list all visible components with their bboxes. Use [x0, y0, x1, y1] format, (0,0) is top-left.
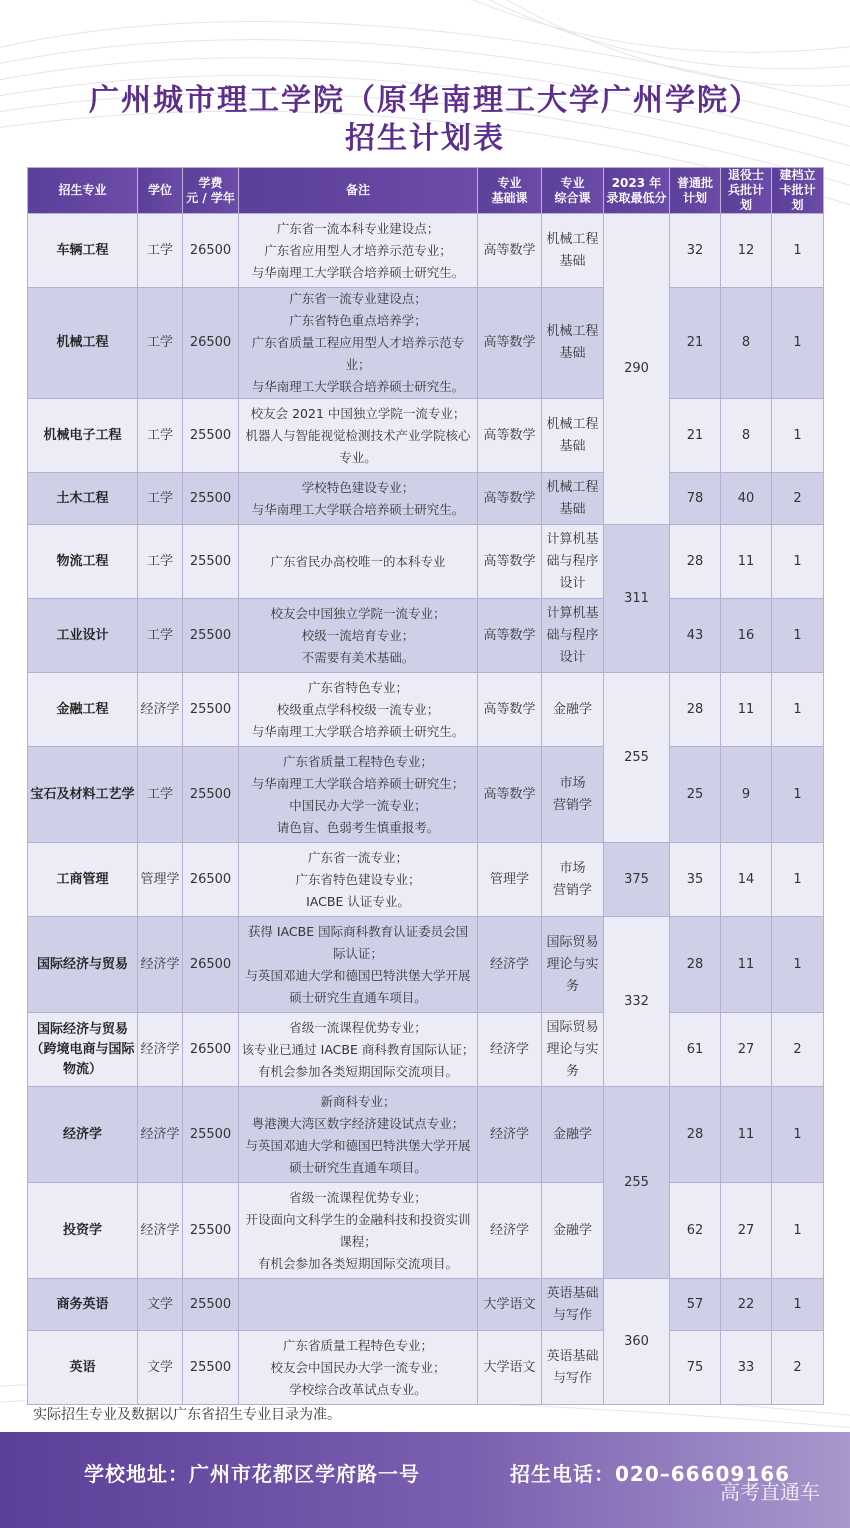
- header-registered-plan: 建档立 卡批计 划: [772, 168, 824, 214]
- table-row: [28, 473, 824, 525]
- fee-cell: 25500: [183, 473, 239, 525]
- regular-plan-cell: 57: [670, 1279, 721, 1331]
- degree-cell: 经济学: [138, 917, 183, 1013]
- comprehensive-course-cell: 国际贸易 理论与实 务: [542, 917, 604, 1013]
- registered-plan-cell: 1: [772, 917, 824, 1013]
- basic-course-cell: 大学语文: [478, 1279, 542, 1331]
- table-row: [28, 214, 824, 288]
- header-major: 招生专业: [28, 168, 138, 214]
- major-cell: 投资学: [28, 1183, 138, 1279]
- degree-cell: 经济学: [138, 673, 183, 747]
- comprehensive-course-cell: 机械工程 基础: [542, 214, 604, 288]
- header-fee: 学费 元 / 学年: [183, 168, 239, 214]
- veteran-plan-cell: 12: [721, 214, 772, 288]
- veteran-plan-cell: 33: [721, 1331, 772, 1405]
- table-row: [28, 1279, 824, 1331]
- veteran-plan-cell: 27: [721, 1183, 772, 1279]
- degree-cell: 工学: [138, 525, 183, 599]
- notes-cell: 广东省质量工程特色专业； 与华南理工大学联合培养硕士研究生； 中国民办大学一流专业； 请色盲、色弱考生慎重报考。: [239, 747, 478, 843]
- registered-plan-cell: 1: [772, 1087, 824, 1183]
- registered-plan-cell: 1: [772, 399, 824, 473]
- notes-cell: 新商科专业； 粤港澳大湾区数字经济建设试点专业； 与英国邓迪大学和德国巴特洪堡大学开展 硕士研究生直通车项目。: [239, 1087, 478, 1183]
- regular-plan-cell: 75: [670, 1331, 721, 1405]
- degree-cell: 经济学: [138, 1013, 183, 1087]
- basic-course-cell: 高等数学: [478, 399, 542, 473]
- basic-course-cell: 高等数学: [478, 473, 542, 525]
- fee-cell: 25500: [183, 673, 239, 747]
- degree-cell: 文学: [138, 1279, 183, 1331]
- notes-cell: 广东省特色专业； 校级重点学科校级一流专业； 与华南理工大学联合培养硕士研究生。: [239, 673, 478, 747]
- header-veteran-plan: 退役士 兵批计 划: [721, 168, 772, 214]
- min-score-cell: 332: [604, 917, 670, 1087]
- notes-cell: 省级一流课程优势专业； 该专业已通过 IACBE 商科教育国际认证； 有机会参加各类短期国际交流项目。: [239, 1013, 478, 1087]
- basic-course-cell: 高等数学: [478, 288, 542, 399]
- degree-cell: 工学: [138, 599, 183, 673]
- table-row: [28, 599, 824, 673]
- fee-cell: 25500: [183, 399, 239, 473]
- basic-course-cell: 经济学: [478, 1013, 542, 1087]
- registered-plan-cell: 1: [772, 525, 824, 599]
- basic-course-cell: 高等数学: [478, 673, 542, 747]
- degree-cell: 管理学: [138, 843, 183, 917]
- comprehensive-course-cell: 机械工程 基础: [542, 288, 604, 399]
- regular-plan-cell: 28: [670, 525, 721, 599]
- veteran-plan-cell: 22: [721, 1279, 772, 1331]
- major-cell: 英语: [28, 1331, 138, 1405]
- major-cell: 宝石及材料工艺学: [28, 747, 138, 843]
- table-body: [28, 214, 824, 1405]
- regular-plan-cell: 28: [670, 673, 721, 747]
- registered-plan-cell: 1: [772, 1279, 824, 1331]
- major-cell: 国际经济与贸易: [28, 917, 138, 1013]
- fee-cell: 25500: [183, 747, 239, 843]
- table-row: [28, 288, 824, 399]
- table-row: [28, 917, 824, 1013]
- basic-course-cell: 高等数学: [478, 599, 542, 673]
- table-row: [28, 1331, 824, 1405]
- comprehensive-course-cell: 计算机基 础与程序 设计: [542, 599, 604, 673]
- header-comprehensive-course: 专业 综合课: [542, 168, 604, 214]
- table-header-row: [28, 168, 824, 214]
- table-row: [28, 673, 824, 747]
- footnote: 实际招生专业及数据以广东省招生专业目录为准。: [33, 1407, 341, 1423]
- title-line-2: 招生计划表: [345, 121, 505, 156]
- header-degree: 学位: [138, 168, 183, 214]
- fee-cell: 25500: [183, 599, 239, 673]
- notes-cell: 广东省一流专业； 广东省特色建设专业； IACBE 认证专业。: [239, 843, 478, 917]
- degree-cell: 工学: [138, 747, 183, 843]
- header-notes: 备注: [239, 168, 478, 214]
- basic-course-cell: 经济学: [478, 1087, 542, 1183]
- regular-plan-cell: 28: [670, 1087, 721, 1183]
- table-row: [28, 1183, 824, 1279]
- notes-cell: 省级一流课程优势专业； 开设面向文科学生的金融科技和投资实训 课程； 有机会参加各类短期国际交流项目。: [239, 1183, 478, 1279]
- school-address: 学校地址：广州市花都区学府路一号: [84, 1462, 420, 1486]
- min-score-cell: 360: [604, 1279, 670, 1405]
- comprehensive-course-cell: 英语基础 与写作: [542, 1331, 604, 1405]
- notes-cell: 获得 IACBE 国际商科教育认证委员会国 际认证； 与英国邓迪大学和德国巴特洪堡大学开展 硕士研究生直通车项目。: [239, 917, 478, 1013]
- regular-plan-cell: 35: [670, 843, 721, 917]
- regular-plan-cell: 21: [670, 399, 721, 473]
- registered-plan-cell: 1: [772, 288, 824, 399]
- table-row: [28, 525, 824, 599]
- notes-cell: 广东省民办高校唯一的本科专业: [239, 525, 478, 599]
- footer-bar: [0, 1432, 850, 1528]
- degree-cell: 工学: [138, 473, 183, 525]
- fee-cell: 25500: [183, 1183, 239, 1279]
- table-row: [28, 747, 824, 843]
- header-min-score: 2023 年 录取最低分: [604, 168, 670, 214]
- comprehensive-course-cell: 机械工程 基础: [542, 399, 604, 473]
- major-cell: 物流工程: [28, 525, 138, 599]
- regular-plan-cell: 21: [670, 288, 721, 399]
- page-title: [0, 82, 850, 158]
- registered-plan-cell: 2: [772, 1013, 824, 1087]
- basic-course-cell: 管理学: [478, 843, 542, 917]
- basic-course-cell: 经济学: [478, 917, 542, 1013]
- veteran-plan-cell: 8: [721, 288, 772, 399]
- comprehensive-course-cell: 金融学: [542, 1087, 604, 1183]
- major-cell: 国际经济与贸易 （跨境电商与国际 物流）: [28, 1013, 138, 1087]
- notes-cell: 学校特色建设专业； 与华南理工大学联合培养硕士研究生。: [239, 473, 478, 525]
- notes-cell: 广东省一流本科专业建设点； 广东省应用型人才培养示范专业； 与华南理工大学联合培养硕士研究生。: [239, 214, 478, 288]
- table-row: [28, 843, 824, 917]
- fee-cell: 26500: [183, 917, 239, 1013]
- comprehensive-course-cell: 金融学: [542, 1183, 604, 1279]
- registered-plan-cell: 1: [772, 843, 824, 917]
- degree-cell: 经济学: [138, 1087, 183, 1183]
- fee-cell: 25500: [183, 1279, 239, 1331]
- registered-plan-cell: 2: [772, 1331, 824, 1405]
- header-basic-course: 专业 基础课: [478, 168, 542, 214]
- degree-cell: 工学: [138, 288, 183, 399]
- comprehensive-course-cell: 金融学: [542, 673, 604, 747]
- regular-plan-cell: 25: [670, 747, 721, 843]
- comprehensive-course-cell: 计算机基 础与程序 设计: [542, 525, 604, 599]
- fee-cell: 26500: [183, 214, 239, 288]
- comprehensive-course-cell: 机械工程 基础: [542, 473, 604, 525]
- veteran-plan-cell: 9: [721, 747, 772, 843]
- degree-cell: 工学: [138, 214, 183, 288]
- comprehensive-course-cell: 英语基础 与写作: [542, 1279, 604, 1331]
- regular-plan-cell: 62: [670, 1183, 721, 1279]
- min-score-cell: 375: [604, 843, 670, 917]
- veteran-plan-cell: 11: [721, 673, 772, 747]
- registered-plan-cell: 1: [772, 747, 824, 843]
- notes-cell: [239, 1279, 478, 1331]
- veteran-plan-cell: 8: [721, 399, 772, 473]
- fee-cell: 25500: [183, 525, 239, 599]
- regular-plan-cell: 61: [670, 1013, 721, 1087]
- major-cell: 土木工程: [28, 473, 138, 525]
- registered-plan-cell: 1: [772, 673, 824, 747]
- regular-plan-cell: 78: [670, 473, 721, 525]
- regular-plan-cell: 32: [670, 214, 721, 288]
- comprehensive-course-cell: 市场 营销学: [542, 747, 604, 843]
- notes-cell: 广东省质量工程特色专业； 校友会中国民办大学一流专业； 学校综合改革试点专业。: [239, 1331, 478, 1405]
- registered-plan-cell: 1: [772, 214, 824, 288]
- veteran-plan-cell: 40: [721, 473, 772, 525]
- major-cell: 工业设计: [28, 599, 138, 673]
- major-cell: 经济学: [28, 1087, 138, 1183]
- veteran-plan-cell: 14: [721, 843, 772, 917]
- basic-course-cell: 经济学: [478, 1183, 542, 1279]
- veteran-plan-cell: 16: [721, 599, 772, 673]
- admission-plan-table: [27, 167, 824, 1405]
- fee-cell: 26500: [183, 288, 239, 399]
- comprehensive-course-cell: 国际贸易 理论与实 务: [542, 1013, 604, 1087]
- min-score-cell: 311: [604, 525, 670, 673]
- veteran-plan-cell: 11: [721, 1087, 772, 1183]
- comprehensive-course-cell: 市场 营销学: [542, 843, 604, 917]
- major-cell: 金融工程: [28, 673, 138, 747]
- major-cell: 机械电子工程: [28, 399, 138, 473]
- notes-cell: 校友会 2021 中国独立学院一流专业； 机器人与智能视觉检测技术产业学院核心 专业。: [239, 399, 478, 473]
- degree-cell: 工学: [138, 399, 183, 473]
- major-cell: 工商管理: [28, 843, 138, 917]
- registered-plan-cell: 1: [772, 599, 824, 673]
- watermark: 高考直通车: [720, 1480, 820, 1504]
- major-cell: 商务英语: [28, 1279, 138, 1331]
- basic-course-cell: 大学语文: [478, 1331, 542, 1405]
- fee-cell: 25500: [183, 1331, 239, 1405]
- basic-course-cell: 高等数学: [478, 525, 542, 599]
- table-row: [28, 399, 824, 473]
- veteran-plan-cell: 11: [721, 917, 772, 1013]
- table-row: [28, 1013, 824, 1087]
- min-score-cell: 255: [604, 1087, 670, 1279]
- registered-plan-cell: 1: [772, 1183, 824, 1279]
- min-score-cell: 290: [604, 214, 670, 525]
- fee-cell: 26500: [183, 843, 239, 917]
- min-score-cell: 255: [604, 673, 670, 843]
- notes-cell: 校友会中国独立学院一流专业； 校级一流培育专业； 不需要有美术基础。: [239, 599, 478, 673]
- admission-phone: 招生电话：020–66609166: [510, 1462, 791, 1486]
- fee-cell: 25500: [183, 1087, 239, 1183]
- notes-cell: 广东省一流专业建设点； 广东省特色重点培养学； 广东省质量工程应用型人才培养示范专业； 与华南理工大学联合培养硕士研究生。: [239, 288, 478, 399]
- degree-cell: 经济学: [138, 1183, 183, 1279]
- regular-plan-cell: 43: [670, 599, 721, 673]
- basic-course-cell: 高等数学: [478, 747, 542, 843]
- basic-course-cell: 高等数学: [478, 214, 542, 288]
- regular-plan-cell: 28: [670, 917, 721, 1013]
- header-regular-plan: 普通批 计划: [670, 168, 721, 214]
- veteran-plan-cell: 11: [721, 525, 772, 599]
- major-cell: 机械工程: [28, 288, 138, 399]
- veteran-plan-cell: 27: [721, 1013, 772, 1087]
- title-line-1: 广州城市理工学院（原华南理工大学广州学院）: [89, 83, 761, 118]
- major-cell: 车辆工程: [28, 214, 138, 288]
- degree-cell: 文学: [138, 1331, 183, 1405]
- registered-plan-cell: 2: [772, 473, 824, 525]
- table-row: [28, 1087, 824, 1183]
- fee-cell: 26500: [183, 1013, 239, 1087]
